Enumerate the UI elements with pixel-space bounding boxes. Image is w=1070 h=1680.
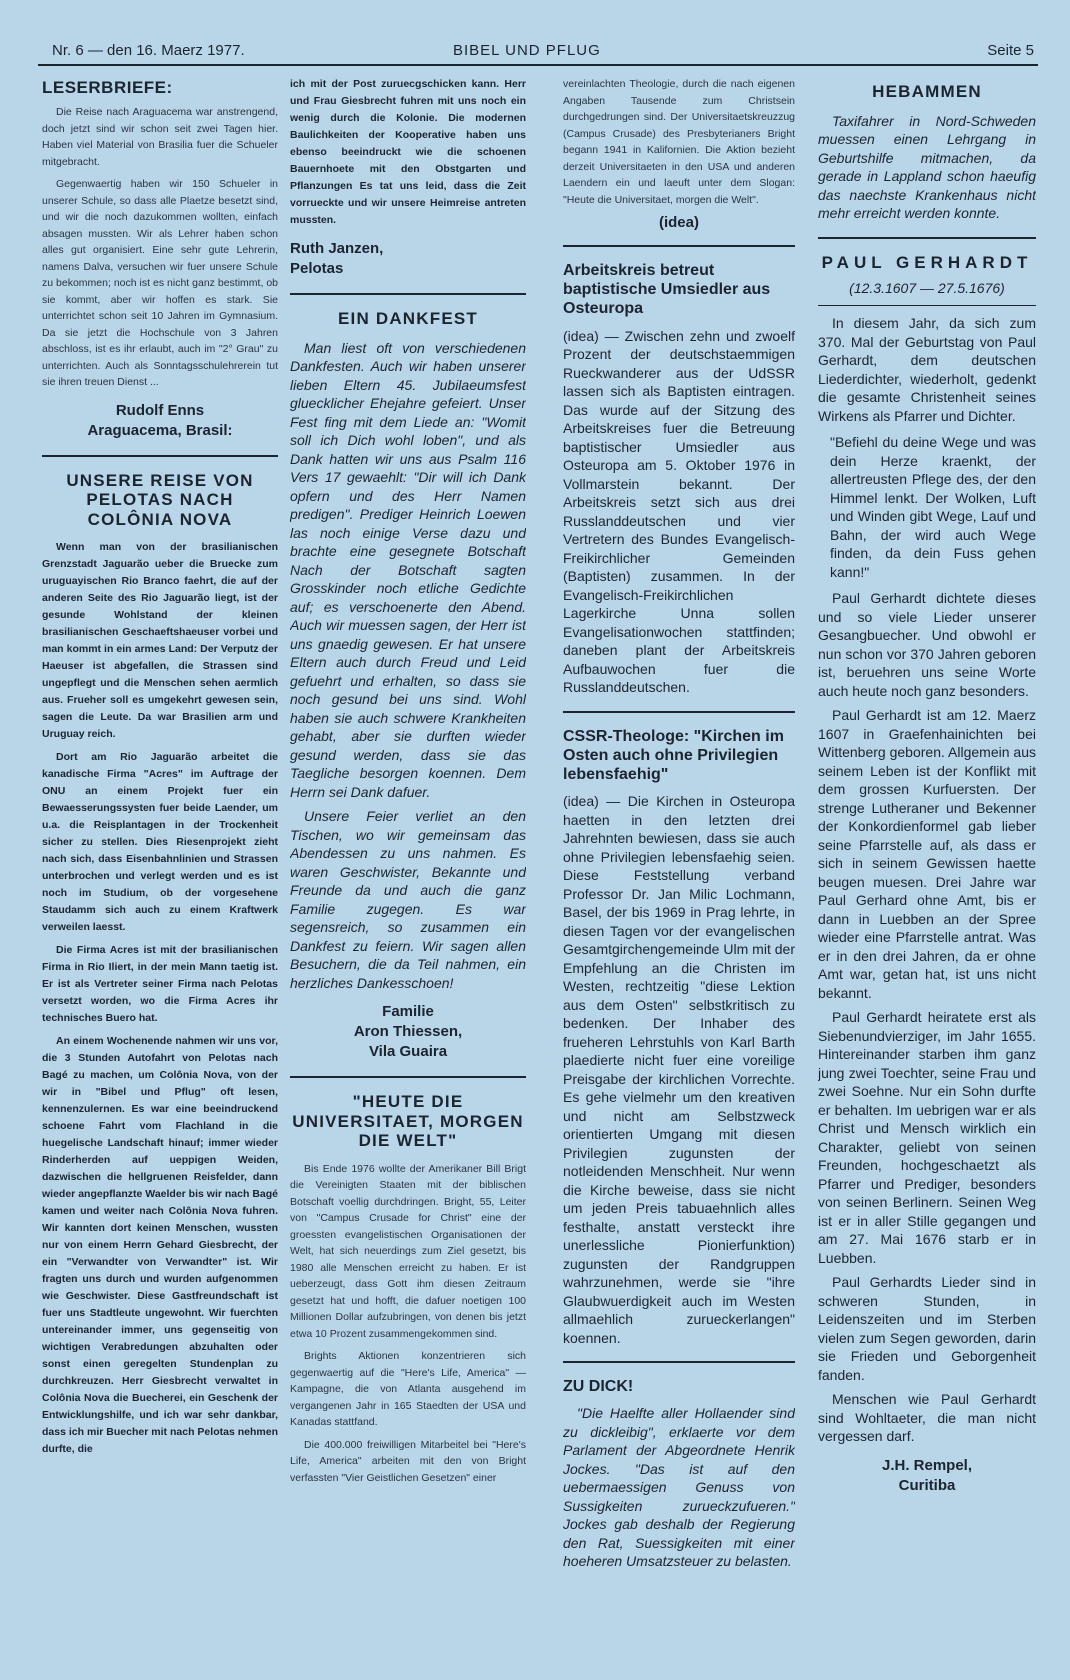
article-paragraph: Menschen wie Paul Gerhardt sind Wohltaeter, die man nicht vergessen darf. — [818, 1391, 1036, 1445]
article-headline-zu-dick: ZU DICK! — [563, 1378, 634, 1396]
section-kicker-leserbriefe: LESERBRIEFE: — [42, 78, 173, 97]
article-paragraph: Dort am Rio Jaguarão arbeitet die kanadische Firma "Acres" im Auftrage der ONU an einem Projekt fuer ein Bewaesserungssysten fuer beide Laender, um u.a. die Reisplantagen in der Trockenheit sicher zu stellen. Dies Riesenprojekt zieht nach sich, dass Eisenbahnlinien und Strassen unterbrochen und verlegt werden und es ist noch im Studium, ob der vorgesehene Staudamm sich auch zu einem Kraftwerk verweilen laesst. — [42, 751, 278, 934]
source-credit: (idea) — [658, 214, 699, 231]
letter-paragraph: Die Reise nach Araguacema war anstrengend, doch jetzt sind wir schon seit zwei Tagen hier. Haben viel Material von Brasilia fuer die Schueler mitgebracht. — [42, 106, 278, 168]
signature-place: Araguacema, Brasil: — [87, 421, 233, 439]
section-divider — [563, 245, 795, 247]
article-paragraph: Paul Gerhardt heiratete erst als Siebenundvierziger, im Jahr 1655. Hintereinander starben ihm ganz jung zwei Toechter, seine Frau und zwei Soehne. Nur ein Sohn durfte er behalten. Im uebrigen war er als Christ und Mensch wirklich ein Charakter, geliebt von seinen Freunden, hochgeschaetzt als Pfarrer und Prediger, besonders von seinen Berlinern. Seinen Weg ist er in aller Stille gegangen und am 27. Mai 1676 starb er in Luebben. — [818, 1009, 1036, 1266]
section-divider — [818, 305, 1036, 306]
section-divider — [42, 455, 278, 457]
column-3 — [563, 76, 795, 1656]
signature-name: J.H. Rempel, — [881, 1456, 973, 1474]
letter-signature — [42, 401, 278, 441]
section-divider — [563, 1361, 795, 1363]
signature-place: Pelotas — [290, 260, 344, 277]
article-paragraph: Brights Aktionen konzentrieren sich gegenwaertig auf die "Here's Life, America" — Kampagne, die von Atlanta ausgehend im vergangenen Jahr in 165 Staedten der USA und Kanadas stattfand. — [290, 1350, 526, 1429]
masthead — [38, 34, 1038, 66]
issue-date: Nr. 6 — den 16. Maerz 1977. — [52, 42, 245, 59]
article-headline-universitaet: "HEUTE DIE UNIVERSITAET, MORGEN DIE WELT" — [292, 1092, 524, 1151]
section-divider — [290, 1076, 526, 1078]
signature-place: Vila Guaira — [368, 1043, 448, 1061]
article-headline-hebammen: HEBAMMEN — [872, 82, 982, 101]
section-divider — [818, 237, 1036, 239]
article-paragraph: Bis Ende 1976 wollte der Amerikaner Bill Brigt die Vereinigten Staaten mit der biblischen Botschaft voellig durchdringen. Bright, 55, Leiter von "Campus Crusade for Christ" eine der groessten evangelistischen Organisationen der Welt, hat sich neuerdings zum Ziel gesetzt, bis 1980 alle Menschen erreicht zu haben. Er ist ueberzeugt, dass Gott ihm diesen Zeitraum gesetzt hat und hofft, die dafuer noetigen 100 Millionen Dollar aufzubringen, von denen bis jetzt etwa 10 Prozent zusammengekommen sind. — [290, 1162, 526, 1340]
article-paragraph: Paul Gerhardts Lieder sind in schweren Stunden, in Leidenszeiten und im Sterben vielen zum Segen geworden, darin sie Frieden und Geborgenheit fanden. — [818, 1274, 1036, 1383]
signature-line: Familie — [382, 1003, 434, 1021]
column-1 — [42, 76, 278, 1656]
article-paragraph: Wenn man von der brasilianischen Grenzstadt Jaguarão ueber die Bruecke zum uruguayischen Rio Branco faehrt, die auf der anderen Seite des Rio Jaguarão liegt, ist der gesunde Wohlstand der kleinen brasilianischen Geschaeftshaeuser vorbei und man kommt in ein armes Land: Der Verputz der Haeuser ist abgefallen, die Strassen sind ungepflegt und die Menschen sehen aermlich aus. Frueher soll es umgekehrt gewesen sein, sagen die Leute. Da war Brasilien arm und Uruguay reich. — [42, 541, 278, 741]
signature-name: Aron Thiessen, — [353, 1023, 463, 1041]
article-paragraph: Paul Gerhardt dichtete dieses und so viele Lieder unserer Gesangbuecher. Und obwohl er nun schon vor 370 Jahren geboren ist, beruehren uns seine Worte auch heute noch ganz besonders. — [818, 590, 1036, 699]
letter-paragraph: Gegenwaertig haben wir 150 Schueler in unserer Schule, so dass alle Plaetze besetzt sind, und wir die noch dazukommen wollten, einfach absagen mussten. Wir als Lehrer haben schon alles gut organisiert. Eine sehr gute Lehrerin, namens Dalva, versuchen wir fuer unsere Schule zu bekommen; noch ist es nicht ganz bestimmt, ob sie kommt, aber wir hoffen es stark. Sie unterrichtet schon seit 10 Jahren im Gymnasium. Da sie jetzt die Hochschule von 3 Jahren abschloss, ist es ihr erlaubt, auch im "2° Grau" zu unterrichten. Auch als Sonntagsschulehrerein tut sie ihren treuen Dienst ... — [42, 178, 278, 388]
article-paragraph: Paul Gerhardt ist am 12. Maerz 1607 in Graefenhainichten bei Wittenberg geboren. Allgemein aus seinem Leben ist der Konflikt mit dem grossen Kurfuersten. Der strenge Lutheraner und Bekenner der Konkordienformel gab lieber seine Pfarrstelle auf, als dass er sich in seinem Gewissen haette beugen muesen. Drei Jahre war Paul Gerhard ohne Amt, bis er dann in Luebben an der Spree wieder eine Pfarrstelle antrat. Was er in den drei Jahren, da er ohne Amt war, getan hat, ist uns nicht bekannt. — [818, 707, 1036, 1001]
article-paragraph: Taxifahrer in Nord-Schweden muessen einen Lehrgang in Geburtshilfe mitmachen, da gerade in Lappland schon haeufig das naechste Krankenhaus nicht mehr erreicht werden konnte. — [818, 112, 1036, 222]
article-paragraph: An einem Wochenende nahmen wir uns vor, die 3 Stunden Autofahrt von Pelotas nach Bagé zu machen, um Colônia Nova, von der wir in "Bibel und Pflug" oft lesen, kennenzulernen. Es war eine beeindruckend schoene Fahrt vom Flachland in die huegelische Landschaft hinauf; immer wieder Rinderherden auf ueppigen Weiden, dazwischen die hellgruenen Reisfelder, dann wieder angepflanzte Waelder bis wir nach Bagé kamen und weiter nach Colônia Nova fuhren. Wir kannten dort keinen Menschen, wussten nur von einem Herrn Gehard Giesbrecht, der ein "Verwandter von Verwandter" ist. Wir fragten uns durch und wurden aufgenommen wie Geschwister. Diese Gastfreundschaft ist fuer uns Stadtleute ungewohnt. Wir fuerchten untereinander immer, uns gegenseitig von wichtigen Verabredungen abzuhalten oder sonst einen geregelten Stundenplan zu durchkreuzen. Herr Giesbrecht verwaltet in Colônia Nova die Buecherei, ein Geschenk der Entwicklungshilfe, und ich war sehr dankbar, dass ich mir Buecher mit nach Pelotas nehmen durfte, die — [42, 1035, 278, 1456]
article-paragraph: ich mit der Post zuruecgschicken kann. Herr und Frau Giesbrecht fuhren mit uns noch ein wenig durch die Kolonie. Die modernen Baulichkeiten der Kooperative haben uns ebenso beeindruckt wie die schoenen Bauernhoete mit den Obstgarten und Pflanzungen Es tat uns leid, dass die Zeit vorrueckte und wir unsere Heimreise antreten mussten. — [290, 78, 526, 226]
article-signature — [290, 1002, 526, 1062]
article-headline-arbeitskreis: Arbeitskreis betreut baptistische Umsiedler aus Osteuropa — [563, 262, 771, 318]
section-divider — [563, 711, 795, 713]
article-signature — [818, 1456, 1036, 1496]
column-2 — [290, 76, 526, 1656]
page-number: Seite 5 — [987, 42, 1034, 59]
article-paragraph: (idea) — Die Kirchen in Osteuropa haetten in den letzten drei Jahrehnten bewiesen, dass sie auch ohne Privilegien lebensfaehig seien. Diese Feststellung verband Professor Dr. Jan Milic Lochmann, Basel, der bis 1969 in Prag lehrte, in diesen Tagen vor der evangelischen Gesamtgirchengemeinde Ulm mit der Empfehlung an die Christen im Westen, rechtzeitig "diese Lektion aus dem Osten" selbstkritisch zu bedenken. Der Inhaber des frueheren Lehrstuhls von Karl Barth plaedierte nicht fuer eine voreilige Preisgabe der kirchlichen Vorrechte. Es gehe vielmehr um den kreativen und nicht am Selbstzweck orientierten Umgang mit diesen Privilegien zugunsten der notleidenden Menschheit. Nur wenn die Kirche beweise, dass sie nicht um jeden Preis tabuaehnlich alles festhalte, anstatt versteckt ihre unerlessliche Pionierfunktion) zugunsten der Randgruppen wahrzunehmen, werde sie "ihre Glaubwuerdigkeit auch im Westen allmaehlich zurueckerlangen" koennen. — [563, 793, 795, 1346]
life-dates: (12.3.1607 — 27.5.1676) — [849, 279, 1005, 296]
signature-name: Rudolf Enns — [115, 401, 205, 419]
section-divider — [290, 293, 526, 295]
article-paragraph: "Die Haelfte aller Hollaender sind zu dickleibig", erklaerte vor dem Parlament der Abgeordnete Henrik Jockes. "Das ist auf den uebermaessigen Genuss von Sussigkeiten zurueckzufueren." Jockes gab deshalb der Regierung den Rat, Suessigkeiten mit einer hoeheren Umsatzsteuer zu belasten. — [563, 1405, 795, 1570]
article-headline-dankfest: EIN DANKFEST — [337, 309, 479, 328]
article-paragraph: vereinlachten Theologie, durch die nach eigenen Angaben Tausende zum Christsein durchgedrungen sind. Der Universitaetskreuzzug (Campus Crusade) des Presbyterianers Bright begann 1941 in Kalifornien. Die Aktion bezieht derzeit Universitaeten in den USA und anderen Laendern ein und laeuft unter dem Slogan: "Heute die Universitaet, morgen die Welt". — [563, 78, 795, 206]
article-paragraph: Die Firma Acres ist mit der brasilianischen Firma in Rio Iliert, in der mein Mann taetig ist. Er ist als Vertreter seiner Firma nach Pelotas versetzt worden, wo die Firma Acres ihr technisches Buero hat. — [42, 944, 278, 1025]
article-headline-cssr: CSSR-Theologe: "Kirchen im Osten auch ohne Privilegien lebensfaehig" — [563, 727, 784, 783]
newspaper-page — [38, 34, 1038, 1659]
signature-name: Ruth Janzen, — [290, 240, 384, 257]
article-paragraph: Die 400.000 freiwilligen Mitarbeitel bei "Here's Life, America" arbeiten mit den von Bright verfassten "Vier Geistlichen Gesetzen" einer — [290, 1438, 526, 1484]
article-paragraph: Man liest oft von verschiedenen Dankfesten. Auch wir haben unserer lieben Eltern 45. Jubilaeumsfest gluecklicher Ehejahre gefeiert. Unser Fest fing mit dem Liede an: "Womit soll ich Dich wohl loben", und als Dank hatten wir uns aus Psalm 116 Vers 17 gewaehlt: "Dir will ich Dank opfern und des Herr Namen predigen". Prediger Heinrich Loewen las noch einige Verse dazu und brachte eine gesegnete Botschaft Nach der Botschaft sagten Grosskinder noch etliche Gedichte auf; es verschoenerte den Abend. Auch wir muessen sagen, der Herr ist uns gnaedig gewesen. Er hat unsere Eltern auch durch Freud und Leid gefuehrt und erhalten, so dass sie noch gesund bei uns sind. Wohl haben sie auch schwere Krankheiten gehabt, aber sie durften wieder gesund werden, dass sie das Taegliche besorgen koennen. Dem Herrn sei Dank dafuer. — [290, 339, 526, 800]
article-paragraph: In diesem Jahr, da sich zum 370. Mal der Geburtstag von Paul Gerhardt, dem deutschen Liederdichter, wiederholt, gedenkt die gesamte Christenheit seines Wirkens als Pfarrer und Dichter. — [818, 315, 1036, 424]
article-paragraph: Unsere Feier verliet an den Tischen, wo wir gemeinsam das Abendessen zu uns nahmen. Es waren Geschwister, Bekannte und Freunde da und auch die ganz Familie zugegen. Es war segensreich, so zusammen ein Dankfest zu feiern. Wir sagen allen Besuchern, die da Teil nahmen, ein herzliches Dankesschoen! — [290, 808, 526, 991]
article-signature — [290, 239, 526, 279]
article-paragraph: (idea) — Zwischen zehn und zwoelf Prozent der deutschstaemmigen Rueckwanderer aus der UdSSR lassen sich als Baptisten eintragen. Das wurde auf der Sitzung des Arbeitskreises fuer die Betreuung baptistischer Umsiedler aus Osteuropa am 5. Oktober 1976 in Vollmarstein bekannt. Der Arbeitskreis setzt sich aus drei Russlanddeutschen und vier Vertretern des Bundes Evangelisch-Freikirchlicher Gemeinden (Baptisten) zusammen. In der Evangelisch-Freikirchlichen Lagerkirche Unna sollen Evangelisationwochen stattfinden; daneben plant der Arbeitskreis Aufbauwochen fuer die Russlanddeutschen. — [563, 327, 795, 696]
column-4 — [818, 76, 1036, 1656]
signature-place: Curitiba — [898, 1476, 956, 1494]
newspaper-title: BIBEL UND PFLUG — [453, 42, 601, 59]
article-headline-paul-gerhardt: PAUL GERHARDT — [821, 252, 1033, 272]
hymn-quote: "Befiehl du deine Wege und was dein Herze kraenkt, der allertreusten Pflege des, der den Himmel lenkt. Der Wolken, Luft und Winden gibt Wege, Lauf und Bahn, der wird auch Wege finden, da dein Fuss gehen kann!" — [830, 434, 1036, 580]
article-headline-reise: UNSERE REISE VON PELOTAS NACH COLÔNIA NOVA — [66, 470, 254, 529]
